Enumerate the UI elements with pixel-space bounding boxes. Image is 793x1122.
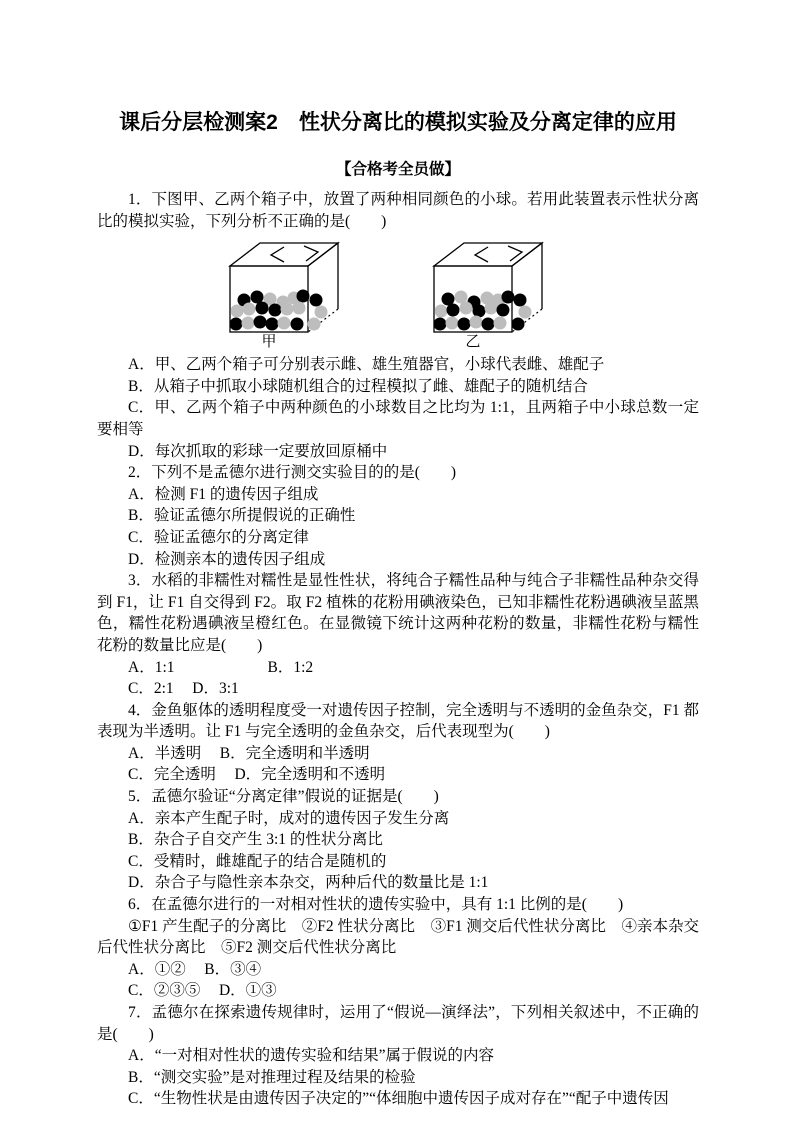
- question-1-stem: 1．下图甲、乙两个箱子中，放置了两种相同颜色的小球。若用此装置表示性状分离比的模拟实验，下列分析不正确的是( ): [97, 191, 699, 230]
- question-2-option-a: A．检测 F1 的遗传因子组成: [128, 485, 319, 503]
- question-6-option-a: A．①②: [128, 960, 186, 978]
- section-header: 【合格考全员做】: [335, 161, 460, 178]
- question-3-option-d: D．3:1: [192, 680, 239, 698]
- question-7-stem: 7．孟德尔在探索遗传规律时，运用了“假说—演绎法”，下列相关叙述中，不正确的是( ): [97, 1004, 699, 1043]
- question-5-option-a: A．亲本产生配子时，成对的遗传因子发生分离: [128, 809, 450, 827]
- question-2-option-b: B．验证孟德尔所提假说的正确性: [128, 507, 356, 525]
- box-label-jia: 甲: [261, 334, 277, 351]
- question-3-option-c: C．2:1: [128, 680, 174, 698]
- balls-jia: [230, 290, 328, 331]
- question-7: [97, 1002, 699, 1110]
- question-5-option-d: D．杂合子与隐性亲本杂交，两种后代的数量比是 1:1: [128, 874, 489, 892]
- question-6-option-b: B．③④: [204, 960, 262, 978]
- question-6-numbered-items: ①F1 产生配子的分离比 ②F2 性状分离比 ③F1 测交后代性状分离比 ④亲本杂交后代性状分离比 ⑤F2 测交后代性状分离比: [97, 917, 699, 957]
- question-3-options-cd: [97, 678, 699, 700]
- question-1-diagram: [97, 236, 699, 351]
- question-7-option-c: C．“生物性状是由遗传因子决定的”“体细胞中遗传因子成对存在”“配子中遗传因: [128, 1090, 669, 1108]
- question-1-option-a: A．甲、乙两个箱子可分别表示雌、雄生殖器官，小球代表雌、雄配子: [128, 356, 605, 374]
- question-7-option-a: A．“一对相对性状的遗传实验和结果”属于假说的内容: [128, 1047, 494, 1065]
- box-opening-icon: [271, 247, 284, 262]
- question-6-option-c: C．②③⑤: [128, 982, 201, 1000]
- question-3-option-b: B．1:2: [267, 658, 314, 676]
- box-label-yi: 乙: [465, 334, 481, 351]
- question-3-option-a: A．1:1: [128, 658, 175, 676]
- question-4-option-d: D．完全透明和不透明: [234, 766, 386, 784]
- question-6-options-ab: [97, 959, 699, 981]
- question-4-option-c: C．完全透明: [128, 766, 216, 784]
- question-6-option-d: D．①③: [218, 982, 277, 1000]
- question-1-option-b: B．从箱子中抓取小球随机组合的过程模拟了雌、雄配子的随机结合: [128, 377, 588, 395]
- question-4-option-a: A．半透明: [128, 744, 202, 762]
- question-1: [97, 189, 699, 462]
- question-2-option-d: D．检测亲本的遗传因子组成: [128, 550, 326, 568]
- box-opening-icon: [475, 247, 488, 262]
- question-3-stem: 3．水稻的非糯性对糯性是显性性状，将纯合子糯性品种与纯合子非糯性品种杂交得到 F1，让 F1 自交得到 F2。取 F2 植株的花粉用碘液染色，已知非糯性花粉遇碘液呈蓝黑色，糯性花粉遇碘液呈橙红色。在显微镜下统计这两种花粉的数量，非糯性花粉与糯性花粉的数量比应是( ): [97, 572, 699, 654]
- question-3-options-ab: [97, 657, 699, 679]
- question-5-stem: 5．孟德尔验证“分离定律”假说的证据是( ): [128, 788, 439, 806]
- question-7-option-b: B．“测交实验”是对推理过程及结果的检验: [128, 1068, 416, 1086]
- question-1-option-c: C．甲、乙两个箱子中两种颜色的小球数目之比均为 1:1，且两箱子中小球总数一定要相等: [97, 399, 699, 438]
- worksheet-body: [0, 100, 793, 1110]
- model-box-yi-drawing: [424, 236, 576, 334]
- question-4-options-ab: [97, 743, 699, 765]
- question-4-options-cd: [97, 764, 699, 786]
- question-3: [97, 570, 699, 700]
- question-2: [97, 462, 699, 570]
- question-5-option-b: B．杂合子自交产生 3:1 的性状分离比: [128, 831, 383, 849]
- question-2-stem: 2．下列不是孟德尔进行测交实验目的的是( ): [128, 464, 457, 482]
- question-6: [97, 894, 699, 1002]
- balls-yi: [434, 291, 532, 331]
- question-4: [97, 700, 699, 786]
- model-box-jia-drawing: [220, 236, 372, 334]
- question-6-options-cd: [97, 980, 699, 1002]
- page-title: 课后分层检测案2 性状分离比的模拟实验及分离定律的应用: [119, 111, 677, 134]
- question-5-option-c: C．受精时，雌雄配子的结合是随机的: [128, 852, 387, 870]
- question-4-stem: 4．金鱼躯体的透明程度受一对遗传因子控制，完全透明与不透明的金鱼杂交，F1 都表现为半透明。让 F1 与完全透明的金鱼杂交，后代表现型为( ): [97, 701, 699, 741]
- question-5: [97, 786, 699, 894]
- model-box-jia-figure: [220, 236, 372, 351]
- question-2-option-c: C．验证孟德尔的分离定律: [128, 528, 309, 546]
- question-4-option-b: B．完全透明和半透明: [219, 744, 370, 762]
- question-6-stem: 6．在孟德尔进行的一对相对性状的遗传实验中，具有 1:1 比例的是( ): [128, 896, 624, 914]
- question-1-option-d: D．每次抓取的彩球一定要放回原桶中: [128, 442, 388, 460]
- model-box-yi-figure: [424, 236, 576, 351]
